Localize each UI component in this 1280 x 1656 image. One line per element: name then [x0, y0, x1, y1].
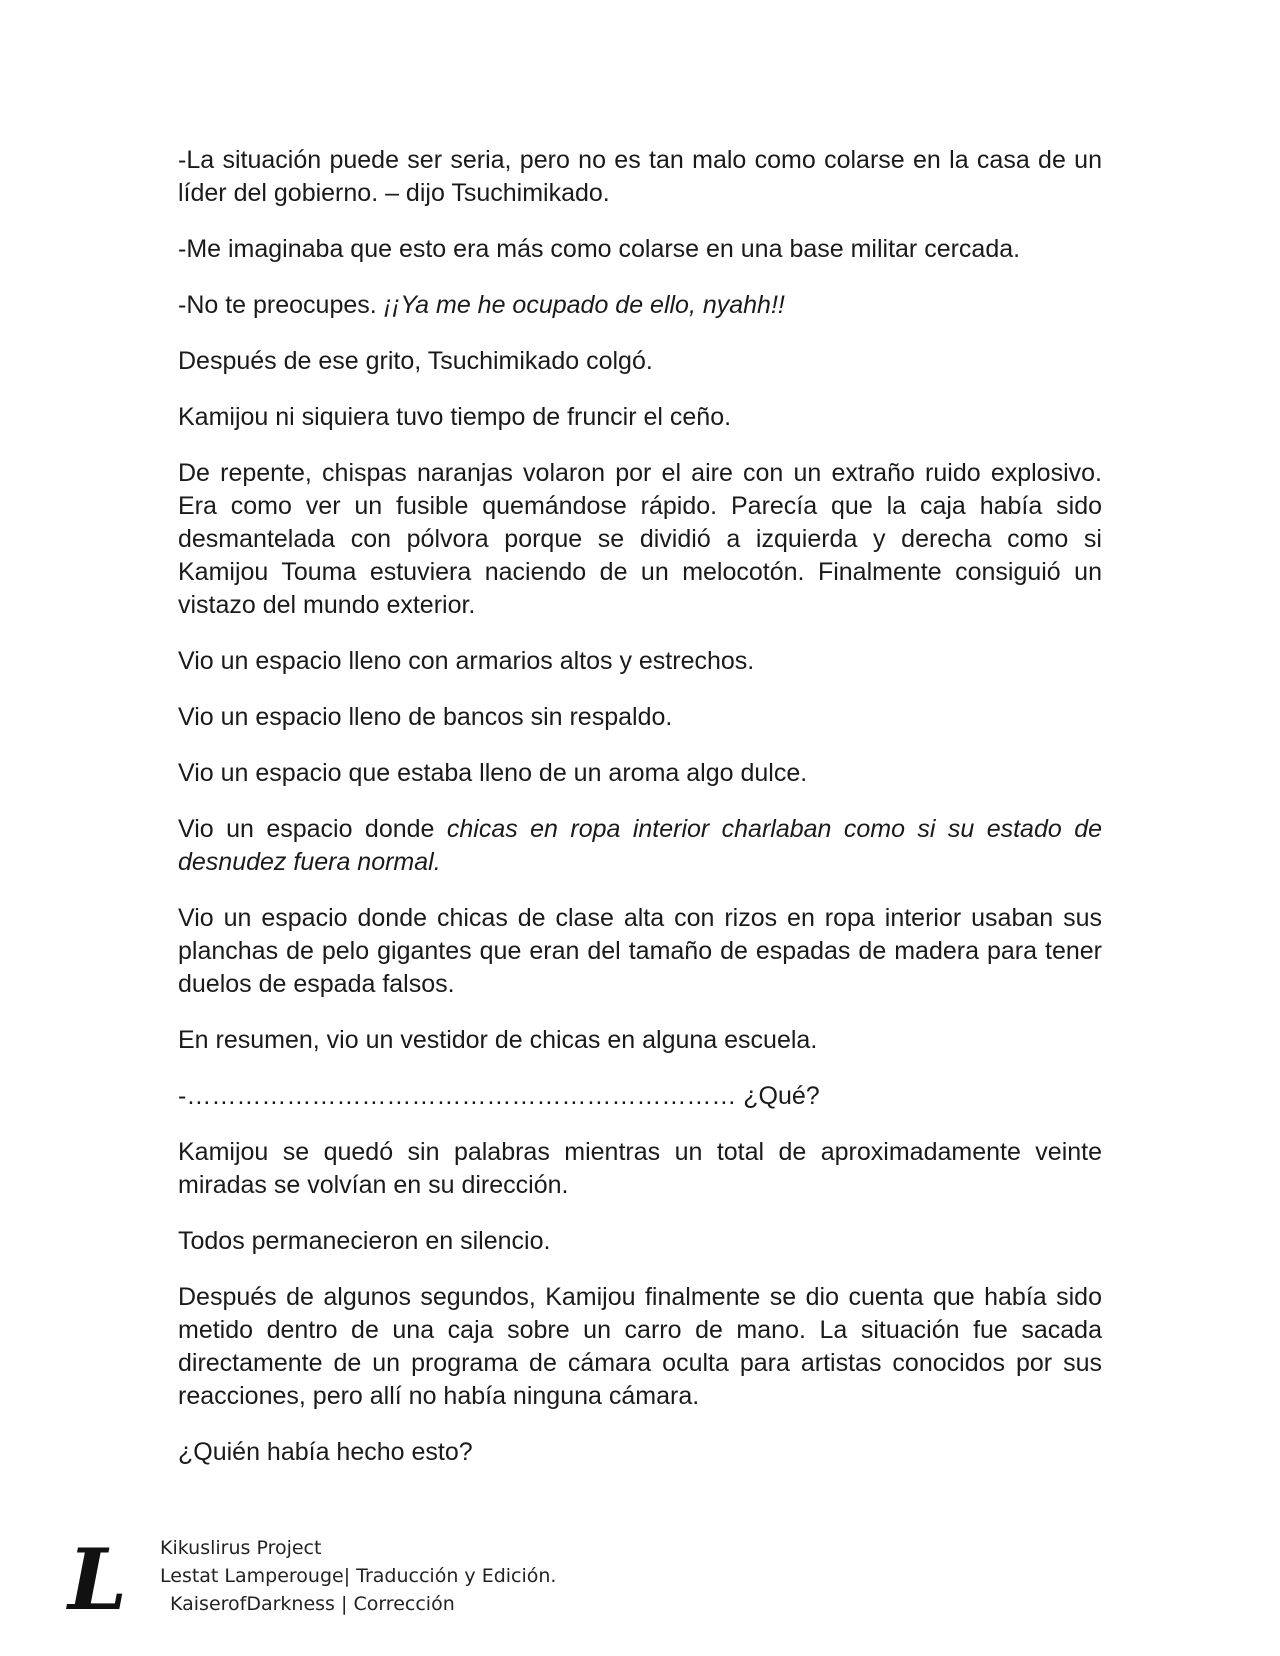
paragraph [178, 645, 1102, 678]
paragraph-italic-text: chicas en ropa interior charlaban como si su estado de desnudez fuera normal. [178, 815, 1102, 876]
paragraph [178, 345, 1102, 378]
paragraph [178, 1436, 1102, 1469]
paragraph-text: Después de algunos segundos, Kamijou finalmente se dio cuenta que había sido metido dentro de una caja sobre un carro de mano. La situación fue sacada directamente de un programa de cámara oculta para artistas conocidos por sus reacciones, pero allí no había ninguna cámara. [178, 1283, 1102, 1410]
paragraph-text: -Me imaginaba que esto era más como colarse en una base militar cercada. [178, 235, 1021, 263]
paragraph-text: Kamijou se quedó sin palabras mientras un total de aproximadamente veinte miradas se volvían en su dirección. [178, 1138, 1102, 1199]
paragraph-italic-text: ¡¡Ya me he ocupado de ello, nyahh!! [383, 291, 785, 319]
proofreader-credit: KaiserofDarkness | Corrección [170, 1593, 455, 1615]
l-logo-icon: L [68, 1530, 128, 1629]
paragraph [178, 902, 1102, 1001]
paragraph [178, 233, 1102, 266]
paragraph-text: Vio un espacio lleno con armarios altos y estrechos. [178, 647, 755, 675]
paragraph [178, 1225, 1102, 1258]
paragraph [178, 701, 1102, 734]
paragraph-text: Vio un espacio que estaba lleno de un aroma algo dulce. [178, 759, 808, 787]
paragraph [178, 144, 1102, 210]
paragraph-text: Vio un espacio donde [178, 815, 447, 843]
paragraph [178, 813, 1102, 879]
paragraph [178, 1080, 1102, 1113]
page-body [178, 144, 1102, 1492]
paragraph-text: Todos permanecieron en silencio. [178, 1227, 551, 1255]
paragraph [178, 457, 1102, 622]
paragraph-text: Vio un espacio donde chicas de clase alta con rizos en ropa interior usaban sus planchas de pelo gigantes que eran del tamaño de espadas de madera para tener duelos de espada falsos. [178, 904, 1102, 998]
paragraph-text: Vio un espacio lleno de bancos sin respaldo. [178, 703, 673, 731]
paragraph-text: -No te preocupes. [178, 291, 384, 319]
footer-credits [160, 1534, 556, 1618]
paragraph-text: Después de ese grito, Tsuchimikado colgó. [178, 347, 653, 375]
paragraph [178, 401, 1102, 434]
paragraph-text: -………………………………………………………… ¿Qué? [178, 1082, 820, 1110]
project-name: Kikuslirus Project [160, 1537, 322, 1559]
paragraph [178, 1024, 1102, 1057]
paragraph-text: Kamijou ni siquiera tuvo tiempo de fruncir el ceño. [178, 403, 732, 431]
paragraph-text: ¿Quién había hecho esto? [178, 1438, 473, 1466]
paragraph [178, 1281, 1102, 1413]
paragraph [178, 757, 1102, 790]
paragraph-text: En resumen, vio un vestidor de chicas en alguna escuela. [178, 1026, 818, 1054]
paragraph-text: De repente, chispas naranjas volaron por el aire con un extraño ruido explosivo. Era como ver un fusible quemándose rápido. Parecía que la caja había sido desmantelada con pólvora porque se dividió a izquierda y derecha como si Kamijou Touma estuviera naciendo de un melocotón. Finalmente consiguió un vistazo del mundo exterior. [178, 459, 1102, 619]
paragraph-text: -La situación puede ser seria, pero no es tan malo como colarse en la casa de un líder del gobierno. – dijo Tsuchimikado. [178, 146, 1102, 207]
paragraph [178, 289, 1102, 322]
page-footer [64, 1530, 664, 1640]
translator-credit: Lestat Lamperouge| Traducción y Edición. [160, 1565, 557, 1587]
paragraph [178, 1136, 1102, 1202]
